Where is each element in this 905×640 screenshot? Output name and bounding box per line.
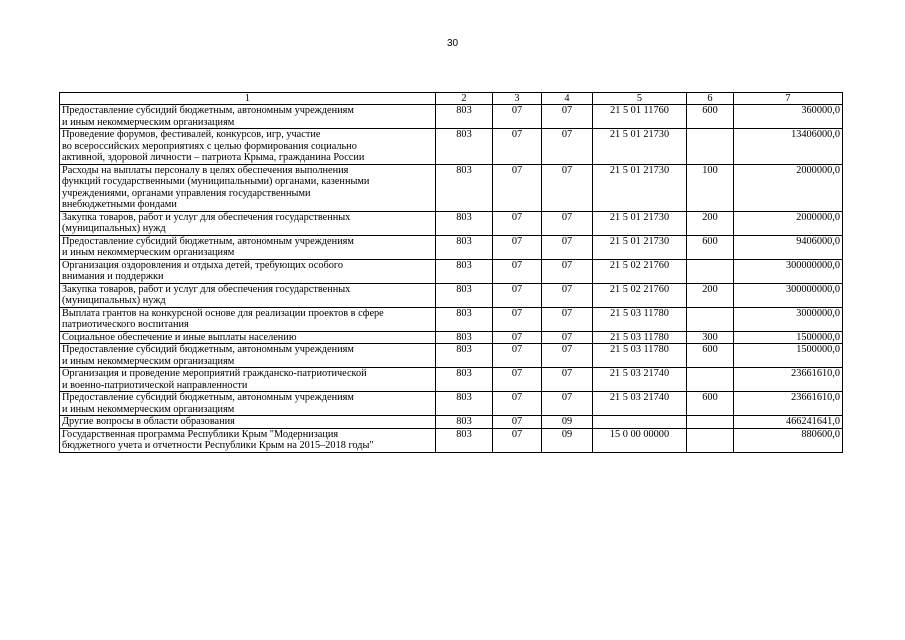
table-row — [60, 164, 843, 211]
expense-type-code: 200 — [687, 283, 734, 307]
column-header: 2 — [436, 93, 493, 105]
budget-table — [59, 92, 843, 453]
expense-type-code — [687, 307, 734, 331]
section-code: 07 — [493, 331, 542, 344]
column-header: 7 — [734, 93, 843, 105]
column-header: 1 — [60, 93, 436, 105]
item-name: Проведение форумов, фестивалей, конкурсов, игр, участие во всероссийских мероприятиях с целью формирования социально активной, здоровой личности – патриота Крыма, гражданина России — [60, 129, 436, 165]
expense-type-code: 300 — [687, 331, 734, 344]
table-row — [60, 416, 843, 429]
section-code: 07 — [493, 344, 542, 368]
amount: 1500000,0 — [734, 331, 843, 344]
amount: 300000000,0 — [734, 283, 843, 307]
item-name: Организация и проведение мероприятий гражданско-патриотической и военно-патриотической направленности — [60, 368, 436, 392]
expense-type-code — [687, 428, 734, 452]
amount: 880600,0 — [734, 428, 843, 452]
section-code: 07 — [493, 259, 542, 283]
target-article-code: 21 5 01 21730 — [593, 235, 687, 259]
subsection-code: 07 — [542, 392, 593, 416]
section-code: 07 — [493, 368, 542, 392]
ministry-code: 803 — [436, 129, 493, 165]
item-name: Закупка товаров, работ и услуг для обеспечения государственных (муниципальных) нужд — [60, 211, 436, 235]
amount: 9406000,0 — [734, 235, 843, 259]
target-article-code: 21 5 02 21760 — [593, 259, 687, 283]
ministry-code: 803 — [436, 392, 493, 416]
ministry-code: 803 — [436, 164, 493, 211]
subsection-code: 07 — [542, 129, 593, 165]
subsection-code: 07 — [542, 235, 593, 259]
ministry-code: 803 — [436, 416, 493, 429]
amount: 1500000,0 — [734, 344, 843, 368]
ministry-code: 803 — [436, 283, 493, 307]
item-name: Организация оздоровления и отдыха детей, требующих особого внимания и поддержки — [60, 259, 436, 283]
column-header: 4 — [542, 93, 593, 105]
ministry-code: 803 — [436, 211, 493, 235]
item-name: Предоставление субсидий бюджетным, автономным учреждениям и иным некоммерческим организациям — [60, 392, 436, 416]
ministry-code: 803 — [436, 344, 493, 368]
section-code: 07 — [493, 129, 542, 165]
subsection-code: 07 — [542, 344, 593, 368]
section-code: 07 — [493, 105, 542, 129]
item-name: Предоставление субсидий бюджетным, автономным учреждениям и иным некоммерческим организациям — [60, 105, 436, 129]
table-row — [60, 129, 843, 165]
subsection-code: 07 — [542, 211, 593, 235]
target-article-code: 21 5 03 21740 — [593, 392, 687, 416]
subsection-code: 07 — [542, 164, 593, 211]
section-code: 07 — [493, 392, 542, 416]
expense-type-code — [687, 368, 734, 392]
expense-type-code — [687, 259, 734, 283]
amount: 23661610,0 — [734, 368, 843, 392]
section-code: 07 — [493, 416, 542, 429]
target-article-code — [593, 416, 687, 429]
amount: 23661610,0 — [734, 392, 843, 416]
item-name: Социальное обеспечение и иные выплаты населению — [60, 331, 436, 344]
ministry-code: 803 — [436, 235, 493, 259]
amount: 13406000,0 — [734, 129, 843, 165]
section-code: 07 — [493, 307, 542, 331]
table-row — [60, 307, 843, 331]
item-name: Предоставление субсидий бюджетным, автономным учреждениям и иным некоммерческим организациям — [60, 344, 436, 368]
item-name: Расходы на выплаты персоналу в целях обеспечения выполнения функций государственными (муниципальными) органами, казенными учреждениями, органами управления государственными внебюджетными фондами — [60, 164, 436, 211]
target-article-code: 21 5 01 21730 — [593, 211, 687, 235]
ministry-code: 803 — [436, 331, 493, 344]
target-article-code: 21 5 03 11780 — [593, 344, 687, 368]
target-article-code: 21 5 03 21740 — [593, 368, 687, 392]
item-name: Другие вопросы в области образования — [60, 416, 436, 429]
page-number: 30 — [446, 38, 459, 49]
column-header: 6 — [687, 93, 734, 105]
amount: 2000000,0 — [734, 211, 843, 235]
section-code: 07 — [493, 164, 542, 211]
subsection-code: 09 — [542, 416, 593, 429]
subsection-code: 07 — [542, 105, 593, 129]
item-name: Предоставление субсидий бюджетным, автономным учреждениям и иным некоммерческим организациям — [60, 235, 436, 259]
table-row — [60, 331, 843, 344]
target-article-code: 15 0 00 00000 — [593, 428, 687, 452]
target-article-code: 21 5 03 11780 — [593, 331, 687, 344]
target-article-code: 21 5 01 21730 — [593, 129, 687, 165]
target-article-code: 21 5 02 21760 — [593, 283, 687, 307]
ministry-code: 803 — [436, 368, 493, 392]
subsection-code: 07 — [542, 259, 593, 283]
expense-type-code: 600 — [687, 235, 734, 259]
expense-type-code: 600 — [687, 105, 734, 129]
expense-type-code: 200 — [687, 211, 734, 235]
ministry-code: 803 — [436, 307, 493, 331]
table-row — [60, 259, 843, 283]
table-row — [60, 283, 843, 307]
amount: 360000,0 — [734, 105, 843, 129]
column-header: 5 — [593, 93, 687, 105]
subsection-code: 07 — [542, 283, 593, 307]
target-article-code: 21 5 01 11760 — [593, 105, 687, 129]
item-name: Государственная программа Республики Крым "Модернизация бюджетного учета и отчетности Республики Крым на 2015–2018 годы" — [60, 428, 436, 452]
column-header: 3 — [493, 93, 542, 105]
header-row — [60, 93, 843, 105]
amount: 466241641,0 — [734, 416, 843, 429]
target-article-code: 21 5 03 11780 — [593, 307, 687, 331]
amount: 2000000,0 — [734, 164, 843, 211]
expense-type-code: 100 — [687, 164, 734, 211]
section-code: 07 — [493, 428, 542, 452]
expense-type-code — [687, 416, 734, 429]
section-code: 07 — [493, 235, 542, 259]
subsection-code: 07 — [542, 307, 593, 331]
table-row — [60, 344, 843, 368]
section-code: 07 — [493, 211, 542, 235]
table-row — [60, 211, 843, 235]
target-article-code: 21 5 01 21730 — [593, 164, 687, 211]
subsection-code: 07 — [542, 331, 593, 344]
table-row — [60, 428, 843, 452]
expense-type-code — [687, 129, 734, 165]
item-name: Выплата грантов на конкурсной основе для реализации проектов в сфере патриотического воспитания — [60, 307, 436, 331]
ministry-code: 803 — [436, 428, 493, 452]
ministry-code: 803 — [436, 259, 493, 283]
amount: 3000000,0 — [734, 307, 843, 331]
table-row — [60, 368, 843, 392]
table-row — [60, 235, 843, 259]
table-row — [60, 392, 843, 416]
ministry-code: 803 — [436, 105, 493, 129]
subsection-code: 09 — [542, 428, 593, 452]
amount: 300000000,0 — [734, 259, 843, 283]
table-row — [60, 105, 843, 129]
section-code: 07 — [493, 283, 542, 307]
expense-type-code: 600 — [687, 344, 734, 368]
expense-type-code: 600 — [687, 392, 734, 416]
subsection-code: 07 — [542, 368, 593, 392]
item-name: Закупка товаров, работ и услуг для обеспечения государственных (муниципальных) нужд — [60, 283, 436, 307]
